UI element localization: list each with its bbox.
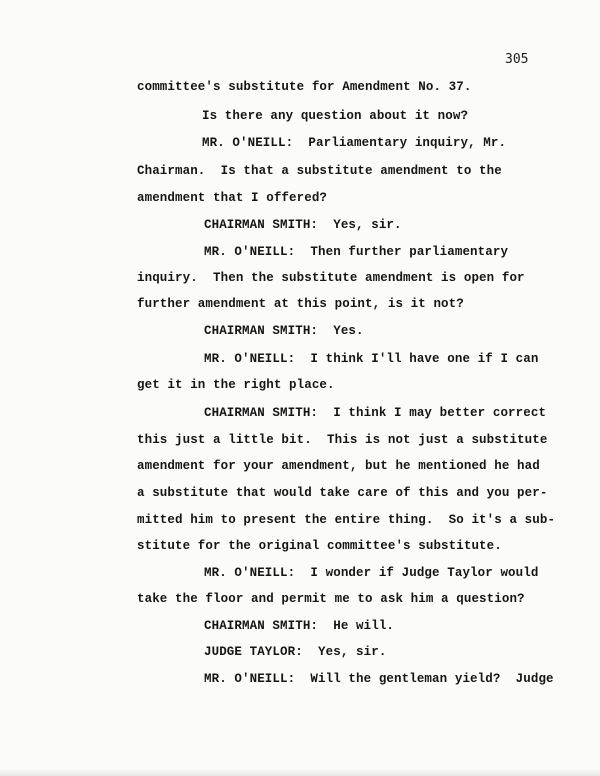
transcript-line: MR. O'NEILL: I think I'll have one if I can — [204, 352, 539, 366]
transcript-line: Is there any question about it now? — [202, 109, 469, 123]
transcript-line: inquiry. Then the substitute amendment is open for — [137, 271, 525, 285]
transcript-line: JUDGE TAYLOR: Yes, sir. — [204, 645, 387, 659]
transcript-line: a substitute that would take care of this and you per- — [137, 486, 548, 500]
transcript-line: amendment that I offered? — [137, 191, 328, 205]
transcript-line: CHAIRMAN SMITH: He will. — [204, 619, 395, 633]
transcript-line: MR. O'NEILL: Will the gentleman yield? Judge — [204, 672, 554, 686]
transcript-line: Chairman. Is that a substitute amendment to the — [137, 164, 502, 178]
transcript-line: further amendment at this point, is it not? — [137, 297, 464, 311]
transcript-line: MR. O'NEILL: Then further parliamentary — [204, 245, 509, 259]
transcript-line: CHAIRMAN SMITH: Yes. — [204, 324, 364, 338]
transcript-line: MR. O'NEILL: I wonder if Judge Taylor would — [204, 566, 539, 580]
transcript-line: mitted him to present the entire thing. So it's a sub- — [137, 513, 556, 527]
page-edge-shadow — [0, 768, 600, 776]
transcript-line: CHAIRMAN SMITH: Yes, sir. — [204, 218, 402, 232]
transcript-line: amendment for your amendment, but he mentioned he had — [137, 459, 540, 473]
transcript-line: this just a little bit. This is not just a substitute — [137, 433, 548, 447]
transcript-line: take the floor and permit me to ask him a question? — [137, 592, 525, 606]
transcript-line: MR. O'NEILL: Parliamentary inquiry, Mr. — [202, 136, 507, 150]
transcript-line: CHAIRMAN SMITH: I think I may better correct — [204, 406, 547, 420]
page-number: 305 — [505, 52, 529, 67]
transcript-line: committee's substitute for Amendment No. 37. — [137, 80, 472, 94]
transcript-line: get it in the right place. — [137, 378, 335, 392]
transcript-line: stitute for the original committee's substitute. — [137, 539, 502, 553]
